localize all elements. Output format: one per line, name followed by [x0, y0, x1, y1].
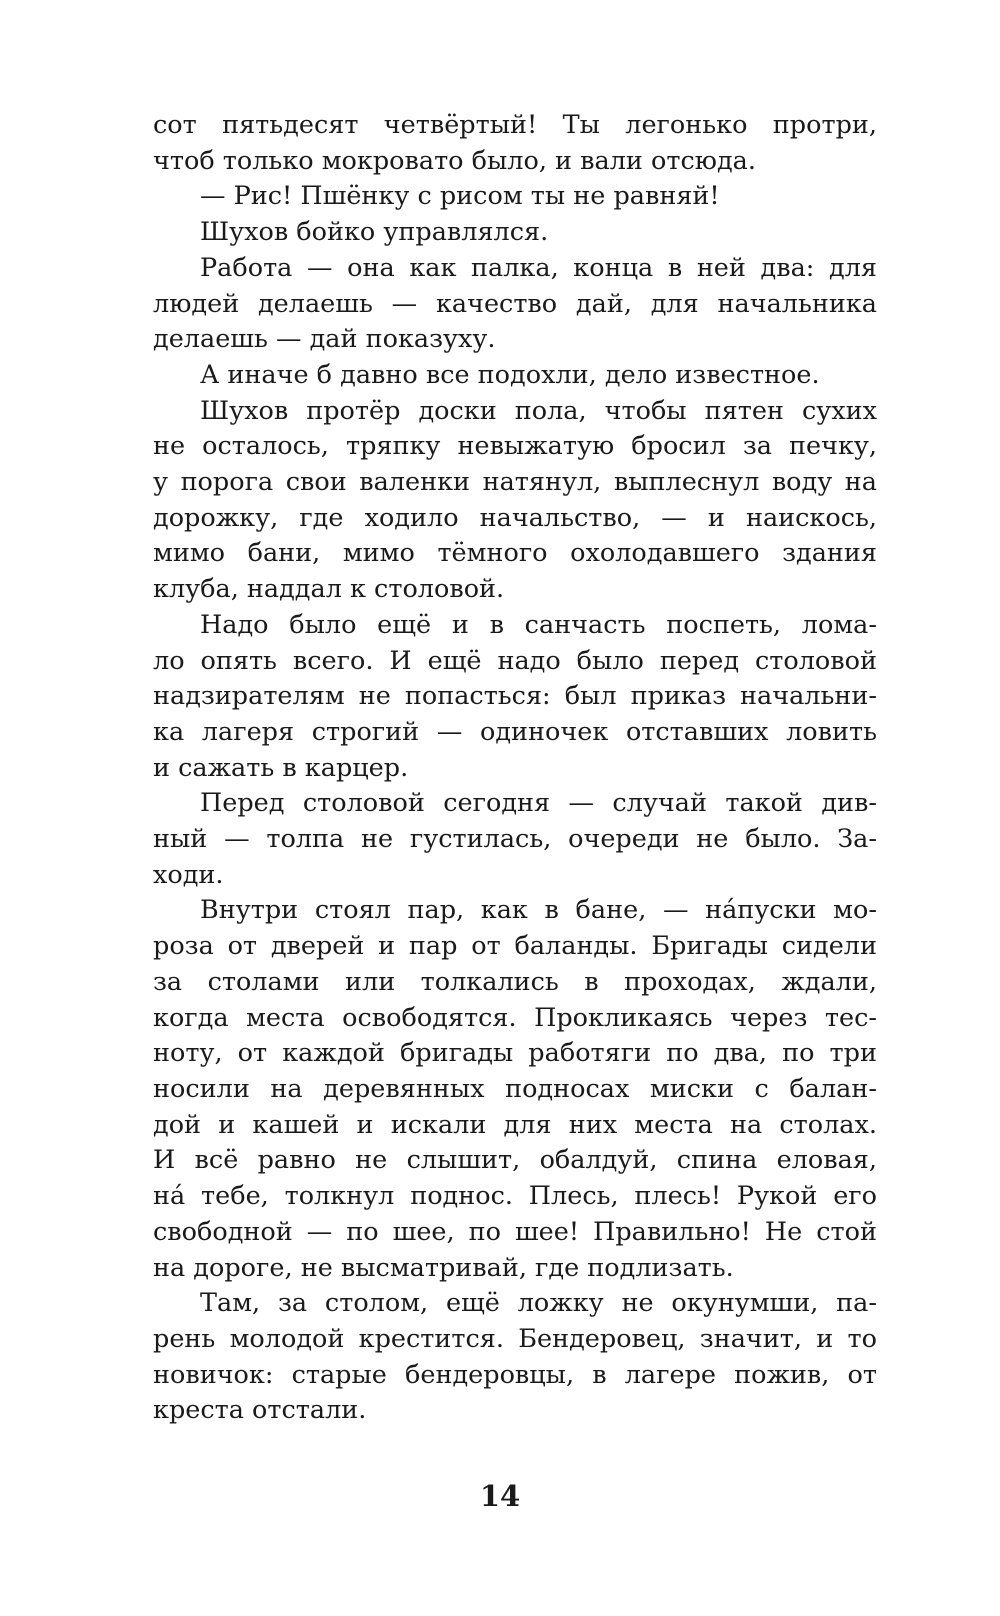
text-line: ходи.	[153, 859, 224, 890]
text-line: не осталось, тряпку невыжатую бросил за печку,	[153, 431, 877, 462]
text-line: у порога свои валенки натянул, выплеснул воду на	[153, 467, 877, 498]
text-line: свободной — по шее, по шее! Правильно! Не стой	[153, 1216, 877, 1247]
text-line: дорожку, где ходило начальство, — и наискось,	[153, 502, 877, 533]
text-line: ный — толпа не густилась, очереди не было. За-	[153, 824, 877, 855]
body-text	[153, 108, 877, 1429]
text-line: носили на деревянных подносах миски с балан-	[153, 1073, 877, 1104]
text-line: чтоб только мокровато было, и вали отсюда.	[153, 145, 756, 176]
text-line: мимо бани, мимо тёмного охолодавшего здания	[153, 538, 877, 569]
text-line: роза от дверей и пар от баланды. Бригады сидели	[153, 931, 877, 962]
text-line: ноту, от каждой бригады работяги по два, по три	[153, 1038, 877, 1069]
text-line: надзирателям не попасться: был приказ начальни-	[153, 681, 877, 712]
text-line: сот пятьдесят четвёртый! Ты легонько протри,	[153, 110, 877, 140]
text-line: И всё равно не слышит, обалдуй, спина еловая,	[153, 1145, 877, 1176]
text-line: дой и кашей и искали для них места на столах.	[153, 1109, 877, 1140]
text-line: делаешь — дай показуху.	[153, 324, 496, 355]
text-line: рень молодой крестится. Бендеровец, значит, и то	[153, 1323, 877, 1354]
text-line: креста отстали.	[153, 1395, 367, 1426]
text-line: и сажать в карцер.	[153, 752, 409, 783]
text-line: Шухов протёр доски пола, чтобы пятен сухих	[200, 395, 877, 426]
text-line: Внутри стоял пар, как в бане, — на́пуски мо-	[200, 895, 877, 926]
text-line: людей делаешь — качество дай, для начальника	[153, 288, 877, 319]
text-line: Шухов бойко управлялся.	[200, 217, 549, 248]
text-line: на́ тебе, толкнул поднос. Плесь, плесь! Рукой его	[153, 1181, 877, 1212]
text-line: на дороге, не высматривай, где подлизать.	[153, 1252, 734, 1283]
text-line: Надо было ещё и в санчасть поспеть, лома-	[200, 609, 877, 640]
text-line: Там, за столом, ещё ложку не окунумши, па-	[200, 1288, 877, 1319]
text-line: клуба, наддал к столовой.	[153, 574, 505, 605]
text-line: — Рис! Пшёнку с рисом ты не равняй!	[200, 181, 720, 212]
text-line: Работа — она как палка, конца в ней два: для	[200, 252, 877, 283]
text-line: А иначе б давно все подохли, дело известное.	[200, 359, 820, 390]
text-line: за столами или толкались в проходах, ждали,	[153, 966, 877, 997]
page-number: 14	[479, 1479, 521, 1513]
text-line: ло опять всего. И ещё надо было перед столовой	[153, 645, 877, 676]
text-line: новичок: старые бендеровцы, в лагере пожив, от	[153, 1359, 877, 1390]
text-line: ка лагеря строгий — одиночек отставших ловить	[153, 716, 877, 747]
text-line: Перед столовой сегодня — случай такой див-	[200, 788, 877, 819]
text-line: когда места освободятся. Прокликаясь через тес-	[153, 1002, 877, 1033]
